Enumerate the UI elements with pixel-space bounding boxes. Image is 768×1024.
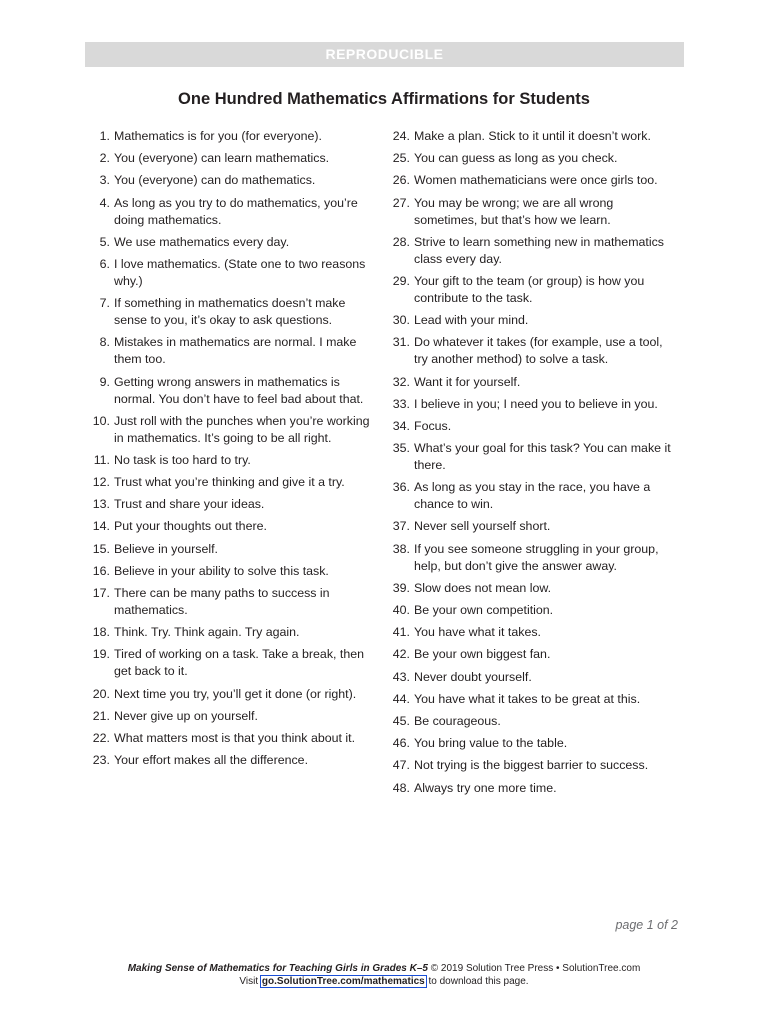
item-text: Trust and share your ideas. bbox=[114, 497, 265, 512]
item-number: 18. bbox=[92, 625, 110, 640]
list-item bbox=[90, 730, 375, 747]
item-number: 32. bbox=[392, 374, 410, 389]
list-item bbox=[90, 646, 375, 680]
list-item bbox=[390, 128, 675, 145]
item-number: 34. bbox=[392, 418, 410, 433]
item-text: Just roll with the punches when you’re working in mathematics. It’s going to be all right. bbox=[114, 413, 370, 445]
item-number: 7. bbox=[99, 296, 110, 311]
item-text: Do whatever it takes (for example, use a tool, try another method) to solve a task. bbox=[414, 335, 663, 367]
item-number: 30. bbox=[392, 313, 410, 328]
item-text: Mathematics is for you (for everyone). bbox=[114, 129, 322, 143]
item-text: Always try one more time. bbox=[414, 780, 557, 795]
item-number: 22. bbox=[92, 730, 110, 745]
item-number: 2. bbox=[99, 151, 110, 166]
list-item bbox=[390, 150, 675, 167]
item-number: 24. bbox=[392, 129, 410, 143]
item-text: Believe in your ability to solve this task. bbox=[114, 563, 329, 578]
list-item bbox=[90, 624, 375, 641]
list-item bbox=[390, 691, 675, 708]
item-number: 39. bbox=[392, 580, 410, 595]
item-text: Put your thoughts out there. bbox=[114, 519, 267, 534]
list-item bbox=[390, 195, 675, 229]
list-item bbox=[90, 474, 375, 491]
item-text: I love mathematics. (State one to two reasons why.) bbox=[114, 256, 366, 288]
item-text: Not trying is the biggest barrier to success. bbox=[414, 758, 649, 773]
list-item bbox=[390, 312, 675, 329]
item-number: 35. bbox=[392, 441, 410, 456]
item-number: 40. bbox=[392, 603, 410, 617]
item-number: 28. bbox=[392, 234, 410, 249]
item-number: 14. bbox=[92, 519, 110, 534]
list-item bbox=[90, 295, 375, 329]
list-item bbox=[390, 418, 675, 435]
item-number: 13. bbox=[92, 497, 110, 512]
list-item bbox=[90, 128, 375, 145]
footer bbox=[0, 962, 768, 988]
list-item bbox=[90, 234, 375, 251]
list-item bbox=[390, 669, 675, 686]
list-item bbox=[90, 413, 375, 447]
list-item bbox=[390, 541, 675, 575]
item-number: 48. bbox=[392, 780, 410, 795]
item-text: You (everyone) can learn mathematics. bbox=[114, 151, 330, 166]
reproducible-banner: REPRODUCIBLE bbox=[85, 42, 684, 67]
item-text: Your gift to the team (or group) is how you contribute to the task. bbox=[414, 273, 645, 305]
page-title: One Hundred Mathematics Affirmations for Students bbox=[178, 90, 590, 108]
item-text: Lead with your mind. bbox=[414, 313, 529, 328]
page-number: page 1 of 2 bbox=[615, 918, 678, 932]
item-text: Believe in yourself. bbox=[114, 541, 218, 556]
footer-line-1 bbox=[0, 962, 768, 975]
list-item bbox=[390, 602, 675, 619]
list-item bbox=[390, 440, 675, 474]
item-text: You have what it takes. bbox=[414, 625, 541, 640]
book-title: Making Sense of Mathematics for Teaching Girls in Grades K–5 bbox=[127, 963, 428, 974]
list-item bbox=[390, 757, 675, 774]
item-number: 33. bbox=[392, 396, 410, 411]
item-text: As long as you stay in the race, you have a chance to win. bbox=[414, 480, 651, 512]
item-text: Mistakes in mathematics are normal. I make them too. bbox=[114, 335, 357, 367]
list-item bbox=[90, 172, 375, 189]
item-number: 4. bbox=[99, 195, 110, 210]
item-text: Be courageous. bbox=[414, 713, 501, 728]
item-number: 1. bbox=[99, 129, 110, 143]
list-item bbox=[90, 686, 375, 703]
list-item bbox=[390, 713, 675, 730]
item-number: 6. bbox=[99, 256, 110, 271]
item-number: 25. bbox=[392, 151, 410, 166]
item-text: Trust what you’re thinking and give it a try. bbox=[114, 475, 345, 490]
item-text: There can be many paths to success in mathematics. bbox=[114, 586, 330, 617]
item-number: 19. bbox=[92, 647, 110, 662]
list-item bbox=[390, 396, 675, 413]
item-text: You have what it takes to be great at this. bbox=[414, 691, 641, 706]
list-item bbox=[390, 780, 675, 797]
item-number: 21. bbox=[92, 708, 110, 723]
item-text: Think. Try. Think again. Try again. bbox=[114, 625, 300, 640]
item-number: 41. bbox=[392, 625, 410, 640]
list-item bbox=[90, 452, 375, 469]
list-item bbox=[90, 334, 375, 368]
item-text: Strive to learn something new in mathematics class every day. bbox=[414, 234, 664, 266]
item-number: 29. bbox=[392, 273, 410, 288]
list-item bbox=[90, 150, 375, 167]
item-number: 47. bbox=[392, 758, 410, 773]
item-number: 10. bbox=[92, 413, 110, 428]
item-text: Never sell yourself short. bbox=[414, 519, 551, 534]
list-item bbox=[90, 195, 375, 229]
list-item bbox=[390, 479, 675, 513]
item-number: 43. bbox=[392, 669, 410, 684]
item-text: As long as you try to do mathematics, you’re doing mathematics. bbox=[114, 195, 358, 227]
list-item bbox=[390, 646, 675, 663]
item-text: You can guess as long as you check. bbox=[414, 151, 618, 166]
list-item bbox=[90, 708, 375, 725]
item-text: We use mathematics every day. bbox=[114, 234, 290, 249]
item-text: Want it for yourself. bbox=[414, 374, 521, 389]
item-text: If you see someone struggling in your group, help, but don’t give the answer away. bbox=[414, 541, 659, 573]
item-number: 42. bbox=[392, 647, 410, 662]
item-number: 44. bbox=[392, 691, 410, 706]
item-text: You may be wrong; we are all wrong sometimes, but that’s how we learn. bbox=[414, 195, 614, 227]
download-link[interactable]: go.SolutionTree.com/mathematics bbox=[261, 976, 425, 987]
item-number: 20. bbox=[92, 686, 110, 701]
item-text: Tired of working on a task. Take a break, then get back to it. bbox=[114, 647, 365, 679]
item-text: Your effort makes all the difference. bbox=[114, 753, 309, 768]
item-number: 17. bbox=[92, 586, 110, 600]
item-number: 9. bbox=[99, 374, 110, 389]
item-text: What’s your goal for this task? You can make it there. bbox=[414, 441, 671, 473]
list-item bbox=[390, 624, 675, 641]
item-number: 15. bbox=[92, 541, 110, 556]
item-number: 23. bbox=[92, 753, 110, 768]
item-text: Never doubt yourself. bbox=[414, 669, 532, 684]
item-text: Getting wrong answers in mathematics is normal. You don’t have to feel bad about that. bbox=[114, 374, 364, 406]
list-item bbox=[390, 374, 675, 391]
list-item bbox=[390, 234, 675, 268]
list-item bbox=[90, 496, 375, 513]
item-text: I believe in you; I need you to believe in you. bbox=[414, 396, 658, 411]
item-number: 27. bbox=[392, 195, 410, 210]
footer-line-2 bbox=[0, 975, 768, 988]
item-text: Focus. bbox=[414, 418, 452, 433]
list-item bbox=[90, 256, 375, 290]
item-text: Be your own competition. bbox=[414, 603, 554, 617]
list-item bbox=[390, 334, 675, 368]
list-item bbox=[390, 172, 675, 189]
item-number: 11. bbox=[93, 452, 110, 467]
item-text: What matters most is that you think about it. bbox=[114, 730, 356, 745]
item-number: 45. bbox=[392, 713, 410, 728]
item-number: 37. bbox=[392, 519, 410, 534]
download-text: to download this page. bbox=[425, 976, 529, 987]
item-number: 3. bbox=[99, 173, 110, 188]
affirmations-list-left bbox=[90, 128, 375, 774]
item-number: 5. bbox=[99, 234, 110, 249]
item-number: 31. bbox=[392, 335, 410, 350]
item-number: 26. bbox=[392, 173, 410, 188]
list-item bbox=[390, 735, 675, 752]
item-text: No task is too hard to try. bbox=[114, 452, 251, 467]
item-number: 46. bbox=[392, 736, 410, 751]
item-number: 38. bbox=[392, 541, 410, 556]
item-number: 16. bbox=[92, 563, 110, 578]
list-item bbox=[90, 563, 375, 580]
item-number: 12. bbox=[92, 475, 110, 490]
list-item bbox=[390, 518, 675, 535]
copyright-text: © 2019 Solution Tree Press • SolutionTree.com bbox=[428, 963, 641, 974]
item-number: 8. bbox=[99, 335, 110, 350]
item-number: 36. bbox=[392, 480, 410, 495]
item-text: Never give up on yourself. bbox=[114, 708, 258, 723]
list-item bbox=[90, 374, 375, 408]
visit-text: Visit bbox=[239, 976, 261, 987]
item-text: Women mathematicians were once girls too. bbox=[414, 173, 658, 188]
list-item bbox=[90, 752, 375, 769]
affirmations-list-right bbox=[390, 128, 675, 802]
list-item bbox=[390, 273, 675, 307]
item-text: Slow does not mean low. bbox=[414, 580, 552, 595]
item-text: Make a plan. Stick to it until it doesn’t work. bbox=[414, 129, 651, 143]
item-text: You (everyone) can do mathematics. bbox=[114, 173, 316, 188]
item-text: Be your own biggest fan. bbox=[414, 647, 551, 662]
list-item bbox=[90, 518, 375, 535]
item-text: Next time you try, you’ll get it done (or right). bbox=[114, 686, 357, 701]
list-item bbox=[390, 580, 675, 597]
list-item bbox=[90, 585, 375, 619]
list-item bbox=[90, 541, 375, 558]
item-text: You bring value to the table. bbox=[414, 736, 568, 751]
item-text: If something in mathematics doesn’t make sense to you, it’s okay to ask questions. bbox=[114, 296, 346, 328]
